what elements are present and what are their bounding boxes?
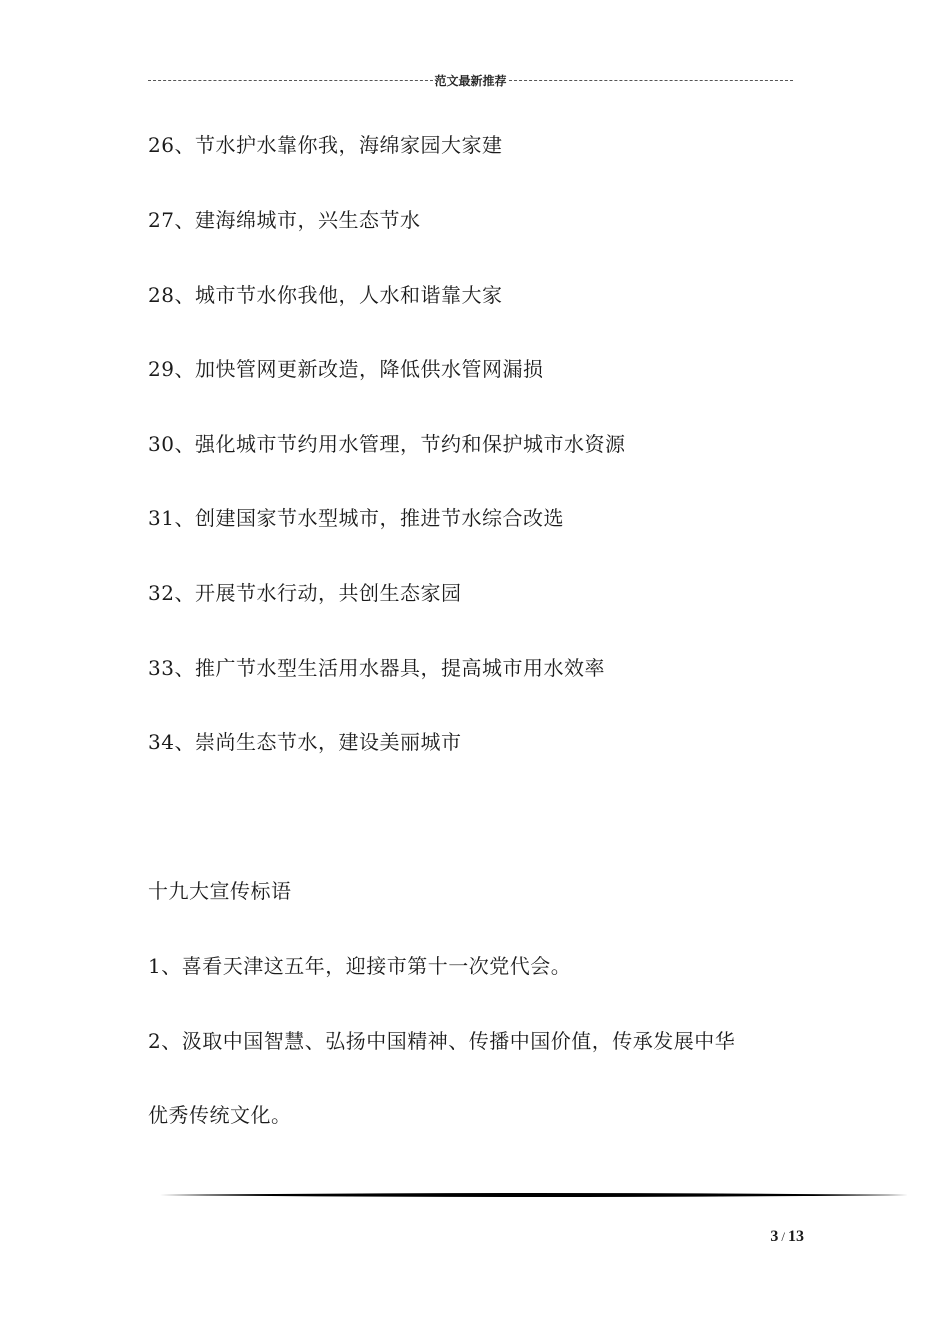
slogan-line: 28、城市节水你我他，人水和谐靠大家: [148, 283, 503, 307]
section-line: 2、汲取中国智慧、弘扬中国精神、传播中国价值，传承发展中华: [148, 1029, 736, 1053]
slogan-line: 33、推广节水型生活用水器具，提高城市用水效率: [148, 656, 605, 680]
page-separator: /: [781, 1229, 785, 1244]
page-header: [148, 70, 793, 90]
header-title: 范文最新推荐: [434, 73, 507, 88]
page-number: [740, 1228, 804, 1246]
section-title: 十九大宣传标语: [148, 879, 292, 903]
current-page: 3: [770, 1228, 779, 1245]
slogan-line: 31、创建国家节水型城市，推进节水综合改选: [148, 506, 564, 530]
header-dash-right: [509, 80, 794, 81]
section-line: 优秀传统文化。: [148, 1103, 292, 1127]
slogan-line: 29、加快管网更新改造，降低供水管网漏损: [148, 357, 544, 381]
footer-rule: [160, 1190, 908, 1200]
slogan-line: 26、节水护水靠你我，海绵家园大家建: [148, 133, 503, 157]
slogan-line: 30、强化城市节约用水管理，节约和保护城市水资源: [148, 432, 626, 456]
section-line: 1、喜看天津这五年，迎接市第十一次党代会。: [148, 954, 572, 978]
slogan-line: 27、建海绵城市，兴生态节水: [148, 208, 421, 232]
total-pages: 13: [788, 1228, 804, 1245]
slogan-line: 34、崇尚生态节水，建设美丽城市: [148, 730, 462, 754]
header-dash-left: [148, 80, 433, 81]
slogan-line: 32、开展节水行动，共创生态家园: [148, 581, 462, 605]
